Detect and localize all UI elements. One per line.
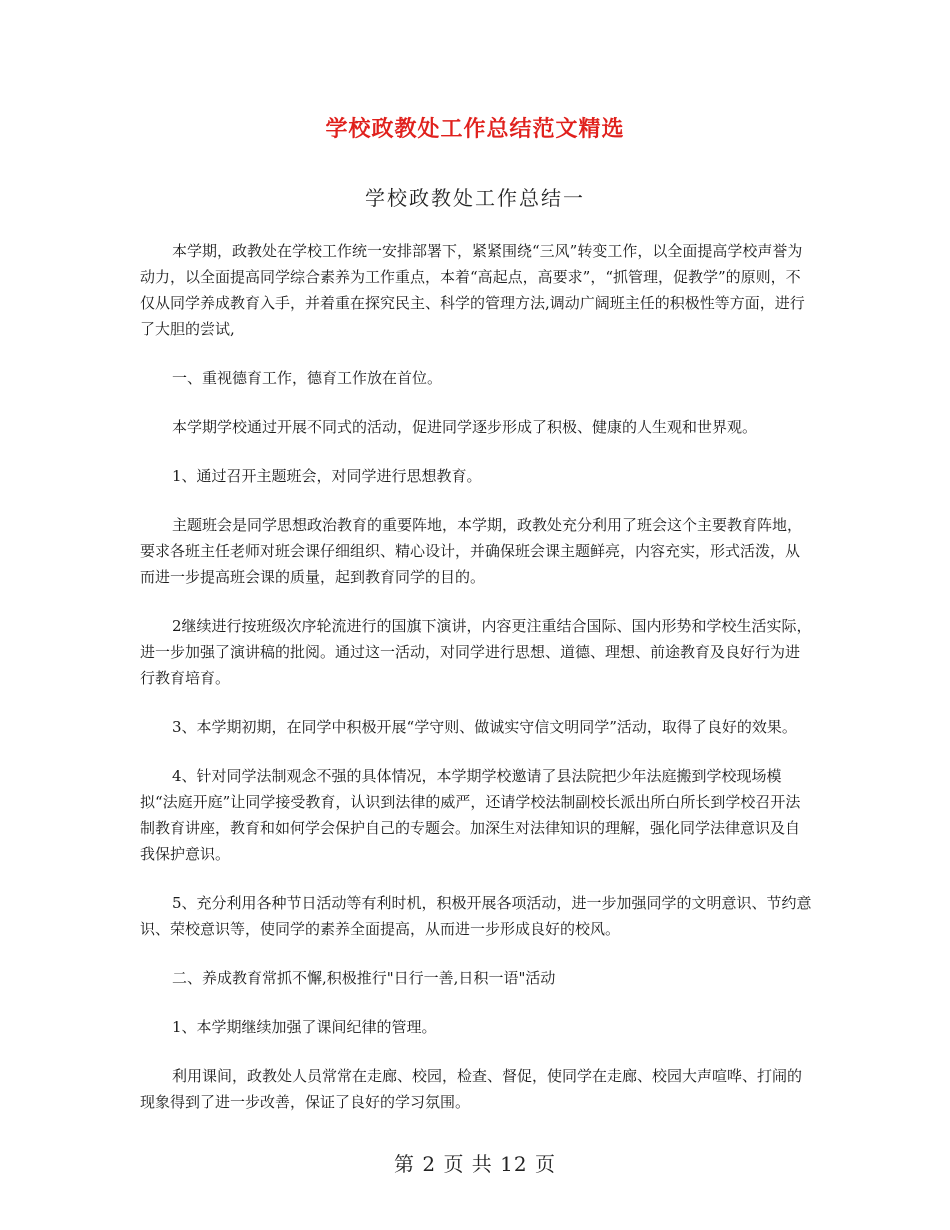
paragraph-activities: 本学期学校通过开展不同式的活动，促进同学逐步形成了积极、健康的人生观和世界观。 [172,418,758,436]
heading-habit-education: 二、养成教育常抓不懈,积极推行"日行一善,日积一语"活动 [172,969,556,987]
item-legal-education: 4、针对同学法制观念不强的具体情况，本学期学校邀请了县法院把少年法庭搬到学校现场模拟“法庭开庭”让同学接受教育，认识到法律的威严，还请学校法制副校长派出所白所长到学校召开法制教育讲座，教育和如何学会保护自己的专题会。加深生对法律知识的理解，强化同学法律意识及自我保护意识。 [140,767,801,863]
footer-suffix: 页 [534,1152,556,1176]
document-title: 学校政教处工作总结范文精选 [325,116,625,142]
footer-total-pages: 12 [500,1152,528,1176]
paragraph-class-meeting: 主题班会是同学思想政治教育的重要阵地，本学期，政教处充分利用了班会这个主要教育阵地，要求各班主任老师对班会课仔细组织、精心设计，并确保班会课主题鲜亮，内容充实，形式活泼，从而进一步提高班会课的质量，起到教育同学的目的。 [140,516,803,586]
page-footer [0,1148,950,1177]
item-break-discipline: 1、本学期继续加强了课间纪律的管理。 [172,1018,437,1036]
footer-middle: 页 共 [443,1152,493,1176]
paragraph-intro: 本学期，政教处在学校工作统一安排部署下，紧紧围绕“三风”转变工作，以全面提高学校声誉为动力，以全面提高同学综合素养为工作重点，本着“高起点，高要求”，“抓管理，促教学”的原则，不仅从同学养成教育入手，并着重在探究民主、科学的管理方法,调动广阔班主任的积极性等方面，进行了大胆的尝试, [140,242,805,338]
item-theme-class-meeting: 1、通过召开主题班会，对同学进行思想教育。 [172,467,482,485]
item-flag-speech: 2继续进行按班级次序轮流进行的国旗下演讲，内容更注重结合国际、国内形势和学校生活实际，进一步加强了演讲稿的批阅。通过这一活动，对同学进行思想、道德、理想、前途教育及良好行为进行教育培育。 [140,617,812,687]
footer-current-page: 2 [422,1152,437,1176]
footer-prefix: 第 [394,1152,415,1176]
paragraph-break-inspection: 利用课间，政教处人员常常在走廊、校园，检查、督促，使同学在走廊、校园大声喧哗、打闹的现象得到了进一步改善，保证了良好的学习氛围。 [140,1067,803,1111]
section-subtitle: 学校政教处工作总结一 [365,186,585,210]
item-rules-activity: 3、本学期初期，在同学中积极开展“学守则、做诚实守信文明同学”活动，取得了良好的效果。 [172,718,797,736]
heading-moral-education: 一、重视德育工作，德育工作放在首位。 [172,369,443,387]
item-festival-activities: 5、充分利用各种节日活动等有利时机，积极开展各项活动，进一步加强同学的文明意识、节约意识、荣校意识等，使同学的素养全面提高，从而进一步形成良好的校风。 [140,894,812,938]
document-body [140,238,812,1138]
